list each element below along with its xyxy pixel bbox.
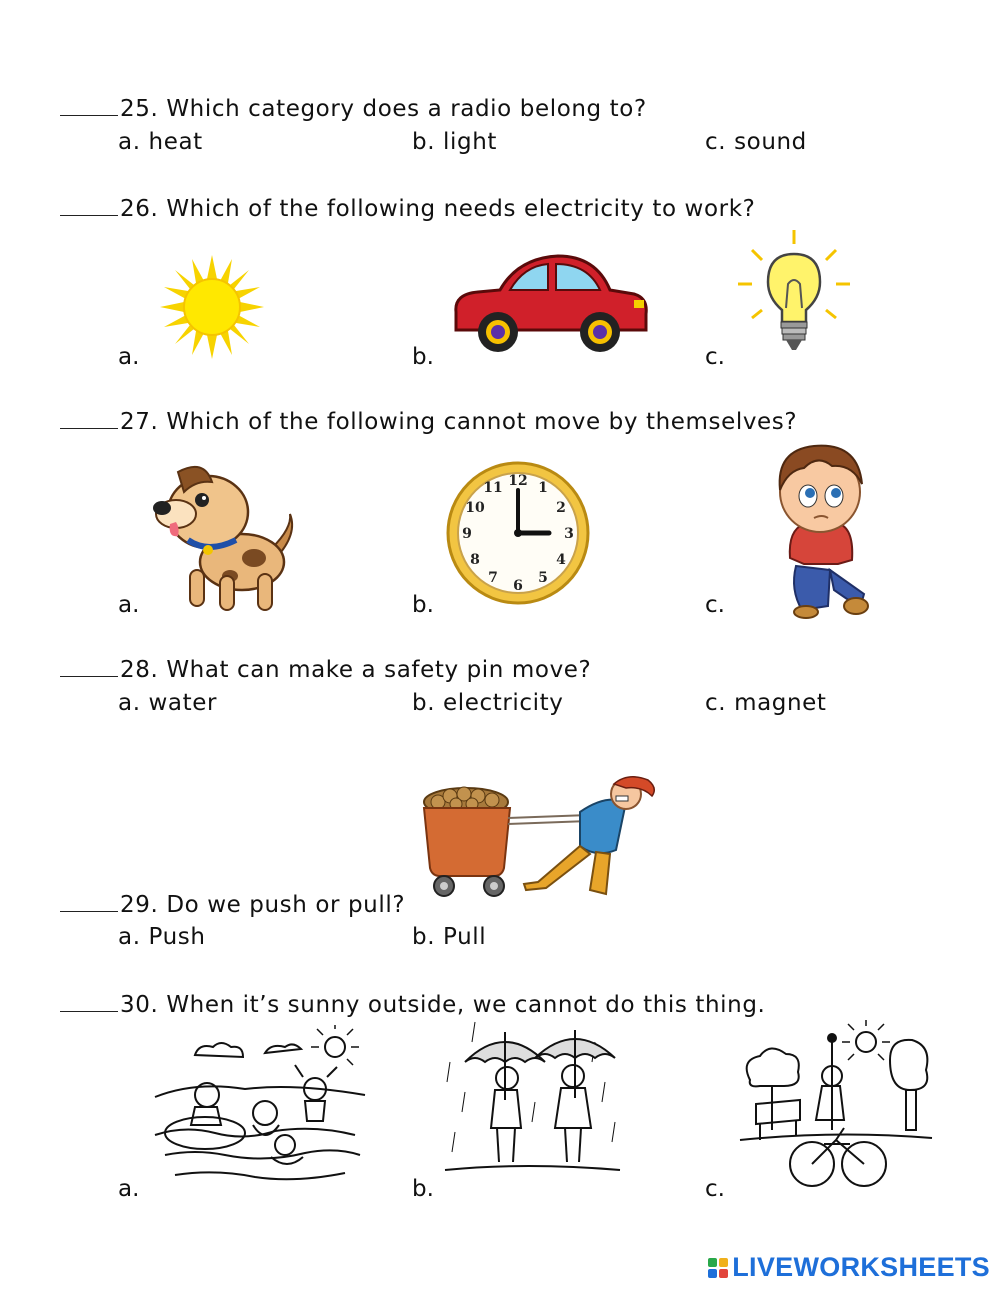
car-icon	[448, 250, 650, 358]
clock-number: 3	[564, 526, 574, 542]
option-c: c. sound	[705, 129, 807, 155]
question-number: 26.	[120, 196, 159, 222]
question-25	[60, 95, 647, 122]
man-pulling-cart-icon	[420, 772, 665, 900]
cycling-park-scene-icon	[740, 1020, 932, 1196]
option-b: b. light	[412, 129, 497, 155]
answer-blank-25[interactable]	[60, 95, 118, 116]
answer-blank-27[interactable]	[60, 408, 118, 429]
option-c: c.	[705, 344, 725, 370]
rain-umbrella-scene-icon	[445, 1022, 620, 1174]
answer-blank-28[interactable]	[60, 656, 118, 677]
option-b: b. electricity	[412, 690, 564, 716]
option-a: a. Push	[118, 924, 206, 950]
question-text: When it’s sunny outside, we cannot do this thing.	[166, 992, 766, 1018]
option-a: a.	[118, 344, 140, 370]
liveworksheets-logo-icon	[708, 1258, 728, 1278]
clock-number: 1	[538, 480, 548, 496]
question-number: 27.	[120, 409, 159, 435]
question-30	[60, 991, 765, 1018]
question-text: Which of the following cannot move by themselves?	[166, 409, 798, 435]
question-number: 30.	[120, 992, 159, 1018]
question-29	[60, 891, 405, 918]
sun-icon	[160, 255, 264, 359]
clock-icon	[445, 460, 591, 606]
swimming-scene-icon	[155, 1025, 365, 1193]
question-text: Which category does a radio belong to?	[166, 96, 647, 122]
question-28	[60, 656, 591, 683]
option-a: a. water	[118, 690, 218, 716]
boy-icon	[768, 440, 872, 618]
clock-number: 11	[483, 480, 503, 496]
answer-blank-29[interactable]	[60, 891, 118, 912]
dog-icon	[150, 458, 300, 616]
option-a: a. heat	[118, 129, 203, 155]
question-text: What can make a safety pin move?	[166, 657, 592, 683]
clock-number: 7	[488, 570, 498, 586]
answer-blank-30[interactable]	[60, 991, 118, 1012]
question-27	[60, 408, 797, 435]
clock-number: 9	[462, 526, 472, 542]
option-c: c.	[705, 592, 725, 618]
clock-number: 12	[508, 473, 528, 489]
option-b: b.	[412, 1176, 434, 1202]
option-b: b.	[412, 344, 434, 370]
clock-number: 5	[538, 570, 548, 586]
question-26	[60, 195, 755, 222]
option-c: c.	[705, 1176, 725, 1202]
clock-number: 6	[513, 578, 523, 594]
question-text: Which of the following needs electricity to work?	[166, 196, 756, 222]
liveworksheets-logo	[708, 1252, 990, 1283]
light-bulb-icon	[738, 230, 850, 358]
clock-number: 4	[556, 552, 566, 568]
option-b: b. Pull	[412, 924, 487, 950]
question-number: 28.	[120, 657, 159, 683]
clock-number: 8	[470, 552, 480, 568]
option-a: a.	[118, 592, 140, 618]
clock-number: 2	[556, 500, 566, 516]
question-text: Do we push or pull?	[166, 892, 406, 918]
question-number: 25.	[120, 96, 159, 122]
answer-blank-26[interactable]	[60, 195, 118, 216]
option-b: b.	[412, 592, 434, 618]
clock-number: 10	[465, 500, 485, 516]
option-c: c. magnet	[705, 690, 827, 716]
option-a: a.	[118, 1176, 140, 1202]
liveworksheets-logo-text: LIVEWORKSHEETS	[732, 1252, 990, 1282]
question-number: 29.	[120, 892, 159, 918]
